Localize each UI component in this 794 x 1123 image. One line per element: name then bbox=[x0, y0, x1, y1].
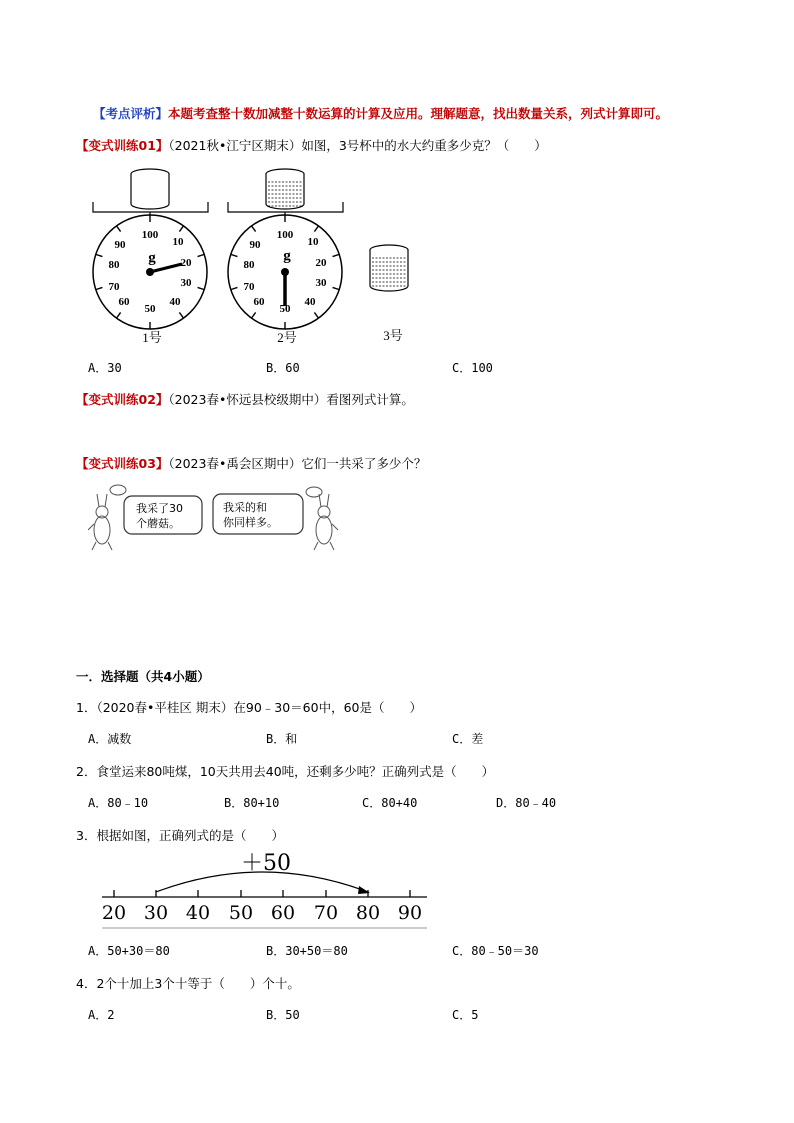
q2-option-b[interactable]: B．80+10 bbox=[224, 796, 280, 810]
question-3-stem: 3．根据如图，正确列式的是（ ） bbox=[76, 828, 284, 843]
q4-option-c[interactable]: C．5 bbox=[452, 1008, 479, 1022]
scale-1-tick-100: 100 bbox=[141, 229, 159, 241]
cup-3-label: 3号 bbox=[383, 328, 403, 343]
scale-1-tick-10: 10 bbox=[172, 236, 184, 248]
scale-2-tick-60: 60 bbox=[253, 296, 265, 308]
scale-2-tick-50: 50 bbox=[279, 303, 291, 315]
number-line-label-40: 40 bbox=[185, 902, 211, 924]
analysis-line bbox=[93, 104, 668, 122]
scale-1-tick-60: 60 bbox=[118, 296, 130, 308]
scale-2-tick-80: 80 bbox=[243, 259, 255, 271]
bubble-2-line-1: 我采的和 bbox=[223, 501, 267, 514]
cup-3 bbox=[370, 245, 408, 343]
scale-1-label: 1号 bbox=[142, 330, 162, 345]
q4-option-a[interactable]: A．2 bbox=[88, 1008, 115, 1022]
variant02-text: （2023春•怀远县校级期中）看图列式计算。 bbox=[168, 392, 414, 407]
question-4-stem: 4．2个十加上3个十等于（ ）个十。 bbox=[76, 976, 300, 991]
scale-2-label: 2号 bbox=[277, 330, 297, 345]
jump-label: ＋50 bbox=[241, 851, 291, 876]
q2-option-c[interactable]: C．80+40 bbox=[362, 796, 418, 810]
variant01-option-a[interactable]: A．30 bbox=[88, 361, 122, 375]
q1-option-b[interactable]: B．和 bbox=[266, 732, 298, 746]
variant02-line bbox=[76, 390, 414, 408]
number-line-label-60: 60 bbox=[270, 902, 296, 924]
scale-2-tick-40: 40 bbox=[304, 296, 316, 308]
section-heading: 一．选择题（共4小题） bbox=[76, 669, 210, 684]
scale-1-tick-40: 40 bbox=[169, 296, 181, 308]
scale-1 bbox=[93, 169, 208, 345]
variant01-option-b[interactable]: B．60 bbox=[266, 361, 300, 375]
variant01-line bbox=[76, 136, 547, 154]
q3-option-a[interactable]: A．50+30＝80 bbox=[88, 944, 170, 958]
number-line-label-50: 50 bbox=[228, 902, 254, 924]
scales-figure bbox=[80, 160, 440, 350]
rabbits-figure bbox=[88, 480, 348, 560]
scale-2-tick-30: 30 bbox=[315, 277, 327, 289]
number-line-label-20: 20 bbox=[101, 902, 127, 924]
rabbit-right-icon bbox=[314, 494, 338, 550]
q1-option-a[interactable]: A．减数 bbox=[88, 732, 132, 746]
q4-option-b[interactable]: B．50 bbox=[266, 1008, 300, 1022]
bubble-1-line-2: 个蘑菇。 bbox=[136, 517, 180, 530]
scale-2-tick-90: 90 bbox=[249, 239, 261, 251]
q2-option-a[interactable]: A．80﹣10 bbox=[88, 796, 149, 810]
scale-2-tick-70: 70 bbox=[243, 281, 255, 293]
rabbit-left-icon bbox=[88, 494, 112, 550]
scale-2-unit: g bbox=[283, 248, 291, 264]
scale-1-tick-20: 20 bbox=[180, 257, 192, 269]
variant03-tag: 【变式训练03】 bbox=[76, 456, 169, 471]
question-2-stem: 2．食堂运来80吨煤，10天共用去40吨，还剩多少吨？正确列式是（ ） bbox=[76, 764, 495, 779]
scale-1-tick-80: 80 bbox=[108, 259, 120, 271]
scale-2 bbox=[228, 169, 343, 345]
q1-option-c[interactable]: C．差 bbox=[452, 732, 484, 746]
number-line-figure bbox=[92, 848, 437, 932]
scale-1-tick-70: 70 bbox=[108, 281, 120, 293]
analysis-text: 本题考查整十数加减整十数运算的计算及应用。理解题意，找出数量关系，列式计算即可。 bbox=[168, 106, 669, 121]
scale-2-tick-100: 100 bbox=[276, 229, 294, 241]
variant01-option-c[interactable]: C．100 bbox=[452, 361, 493, 375]
variant03-text: （2023春•禹会区期中）它们一共采了多少个？ bbox=[168, 456, 427, 471]
q3-option-b[interactable]: B．30+50＝80 bbox=[266, 944, 348, 958]
scale-1-tick-90: 90 bbox=[114, 239, 126, 251]
variant01-tag: 【变式训练01】 bbox=[76, 138, 169, 153]
number-line-label-70: 70 bbox=[313, 902, 339, 924]
variant02-tag: 【变式训练02】 bbox=[76, 392, 169, 407]
variant01-text: （2021秋•江宁区期末）如图，3号杯中的水大约重多少克？（ ） bbox=[168, 138, 547, 153]
scale-1-tick-30: 30 bbox=[180, 277, 192, 289]
analysis-tag: 【考点评析】 bbox=[93, 106, 169, 121]
scale-1-tick-50: 50 bbox=[144, 303, 156, 315]
bubble-1-line-1: 我采了30 bbox=[136, 502, 183, 515]
bubble-2-line-2: 你同样多。 bbox=[223, 516, 278, 529]
variant03-line bbox=[76, 454, 426, 472]
scale-2-tick-20: 20 bbox=[315, 257, 327, 269]
question-1-stem: 1．（2020春•平桂区 期末）在90﹣30＝60中，60是（ ） bbox=[76, 700, 422, 715]
number-line-label-30: 30 bbox=[143, 902, 169, 924]
scale-1-unit: g bbox=[148, 250, 156, 266]
number-line-label-90: 90 bbox=[397, 902, 423, 924]
q3-option-c[interactable]: C．80﹣50＝30 bbox=[452, 944, 539, 958]
q2-option-d[interactable]: D．80﹣40 bbox=[496, 796, 557, 810]
number-line-label-80: 80 bbox=[355, 902, 381, 924]
scale-2-tick-10: 10 bbox=[307, 236, 319, 248]
